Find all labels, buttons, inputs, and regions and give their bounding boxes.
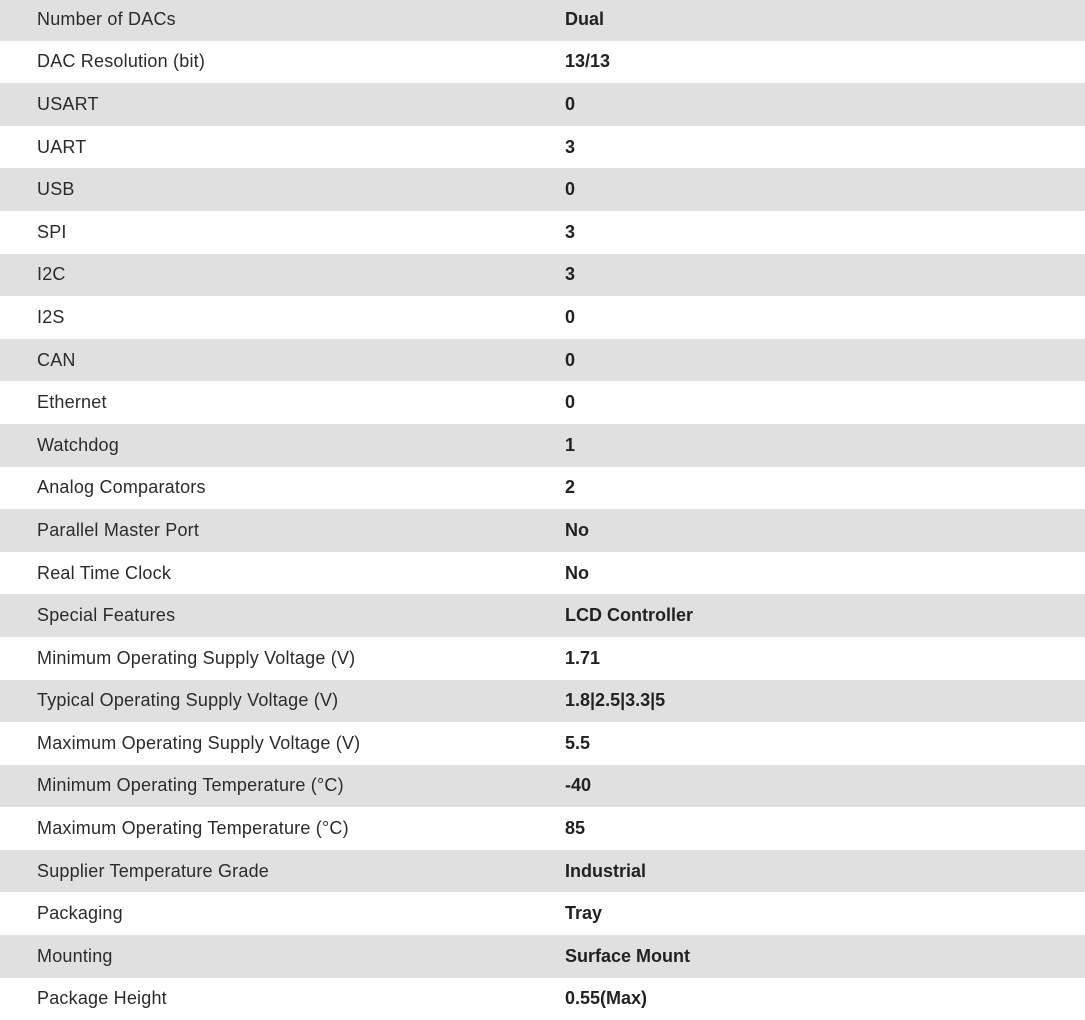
spec-attribute: Package Height [0,978,565,1020]
spec-value: 2 [565,467,1085,510]
spec-value: 5.5 [565,722,1085,765]
spec-value: 0 [565,296,1085,339]
spec-row [0,892,1085,935]
spec-row [0,722,1085,765]
spec-attribute: USB [0,168,565,211]
spec-attribute: CAN [0,339,565,382]
spec-attribute: Special Features [0,594,565,637]
spec-value: 13/13 [565,41,1085,84]
spec-attribute: SPI [0,211,565,254]
spec-attribute: I2S [0,296,565,339]
spec-value: Surface Mount [565,935,1085,978]
spec-value: 0.55(Max) [565,978,1085,1020]
spec-row [0,637,1085,680]
spec-value: Industrial [565,850,1085,893]
spec-attribute: Parallel Master Port [0,509,565,552]
spec-row [0,765,1085,808]
spec-attribute: Number of DACs [0,0,565,41]
spec-row [0,0,1085,41]
spec-row [0,807,1085,850]
spec-row [0,339,1085,382]
spec-value: 85 [565,807,1085,850]
spec-row [0,594,1085,637]
spec-attribute: UART [0,126,565,169]
spec-attribute: Real Time Clock [0,552,565,595]
spec-value: LCD Controller [565,594,1085,637]
spec-value: 1.71 [565,637,1085,680]
spec-attribute: Typical Operating Supply Voltage (V) [0,680,565,723]
spec-attribute: DAC Resolution (bit) [0,41,565,84]
spec-value: No [565,509,1085,552]
spec-row [0,467,1085,510]
spec-row [0,680,1085,723]
spec-attribute: Minimum Operating Supply Voltage (V) [0,637,565,680]
spec-value: 3 [565,126,1085,169]
spec-attribute: Maximum Operating Temperature (°C) [0,807,565,850]
spec-attribute: Packaging [0,892,565,935]
spec-value: -40 [565,765,1085,808]
spec-attribute: Ethernet [0,381,565,424]
spec-value: 0 [565,381,1085,424]
spec-row [0,381,1085,424]
spec-value: Dual [565,0,1085,41]
spec-value: 1.8|2.5|3.3|5 [565,680,1085,723]
spec-attribute: I2C [0,254,565,297]
spec-row [0,83,1085,126]
spec-value: 0 [565,168,1085,211]
spec-value: 0 [565,339,1085,382]
spec-row [0,211,1085,254]
spec-row [0,41,1085,84]
spec-value: 3 [565,254,1085,297]
spec-attribute: Minimum Operating Temperature (°C) [0,765,565,808]
spec-row [0,552,1085,595]
spec-row [0,126,1085,169]
spec-row [0,978,1085,1020]
spec-row [0,254,1085,297]
spec-row [0,168,1085,211]
spec-attribute: Mounting [0,935,565,978]
spec-row [0,509,1085,552]
spec-attribute: USART [0,83,565,126]
spec-value: No [565,552,1085,595]
spec-value: Tray [565,892,1085,935]
spec-row [0,850,1085,893]
spec-attribute: Maximum Operating Supply Voltage (V) [0,722,565,765]
spec-row [0,296,1085,339]
spec-attribute: Analog Comparators [0,467,565,510]
spec-attribute: Watchdog [0,424,565,467]
spec-row [0,935,1085,978]
spec-value: 1 [565,424,1085,467]
spec-value: 3 [565,211,1085,254]
spec-row [0,424,1085,467]
spec-attribute: Supplier Temperature Grade [0,850,565,893]
spec-value: 0 [565,83,1085,126]
